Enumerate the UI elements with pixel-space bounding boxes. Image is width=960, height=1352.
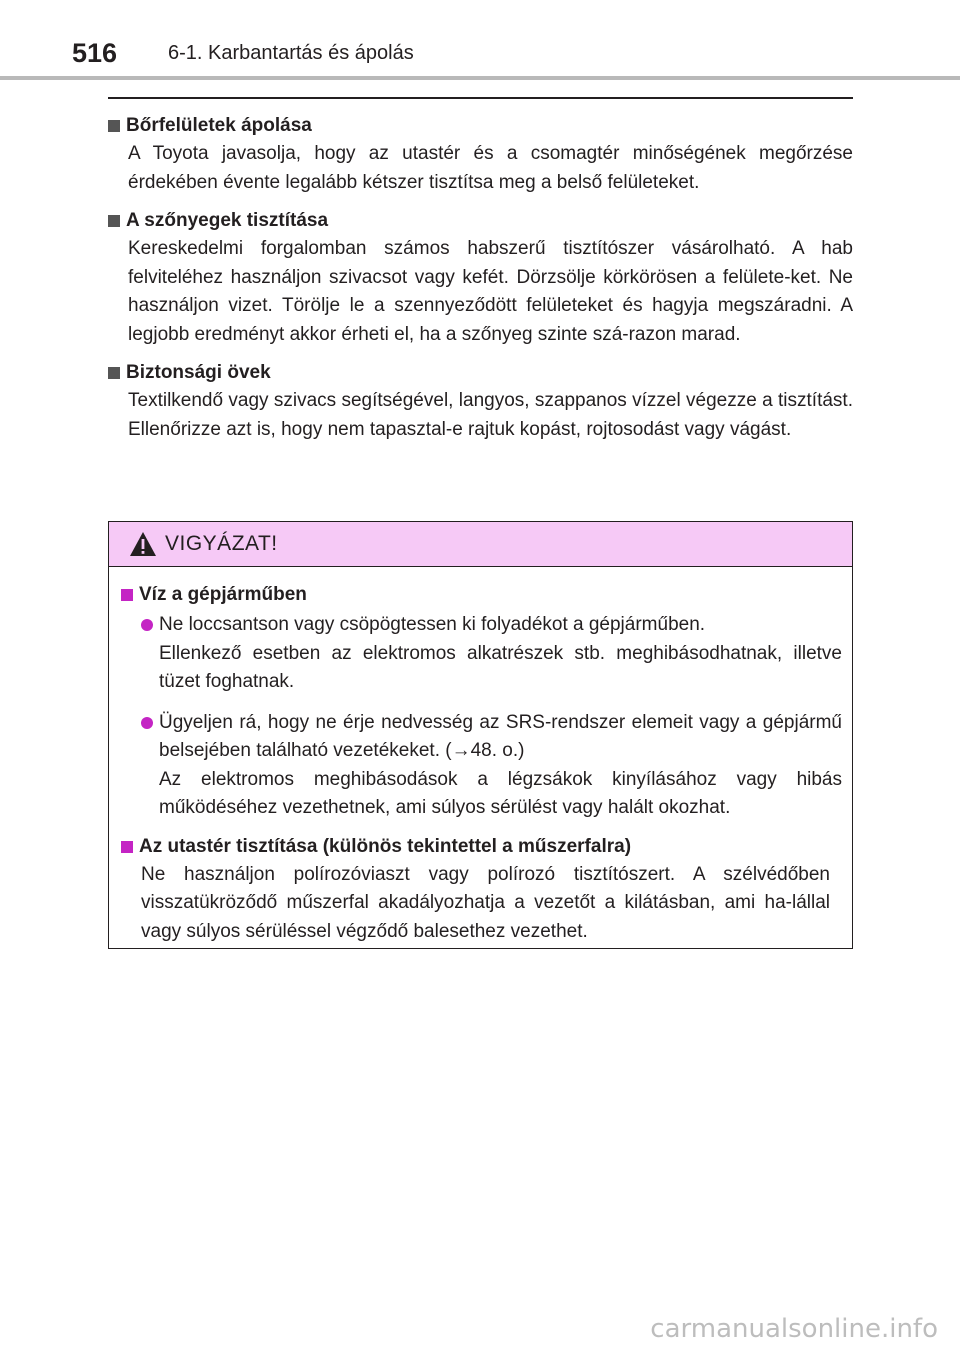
- watermark: carmanualsonline.info: [650, 1314, 938, 1344]
- bullet-line: Ellenkező esetben az elektromos alkatrészek stb. meghibásodhatnak, illetve tüzet foghatnak.: [159, 642, 842, 692]
- bullet-line: Az elektromos meghibásodások a légzsákok kinyílásához vagy hibás működéséhez vezethetnek, ami súlyos sérülést vagy halált okozhat.: [159, 768, 842, 818]
- warning-section-heading: [121, 833, 842, 861]
- section-heading-text: Bőrfelületek ápolása: [126, 115, 312, 136]
- warning-header: [109, 522, 852, 567]
- bullet-line: Ügyeljen rá, hogy ne érje nedvesség az SRS-rendszer elemeit vagy a gépjármű belsejében található vezetékeket. (→48. o.): [159, 711, 842, 761]
- square-bullet-icon: [121, 841, 133, 853]
- content-top-rule: [108, 97, 853, 99]
- warning-section-heading: [121, 581, 842, 609]
- warning-triangle-icon: [129, 531, 157, 557]
- section-title: 6-1. Karbantartás és ápolás: [168, 42, 414, 64]
- section-body: A Toyota javasolja, hogy az utastér és a csomagtér minőségének megőrzése érdekében évente legalább kétszer tisztítsa meg a belső felületeket.: [128, 143, 853, 193]
- section-heading-text: Biztonsági övek: [126, 362, 271, 383]
- warning-section-body: Ne használjon polírozóviaszt vagy polírozó tisztítószert. A szélvédőben visszatükröződő műszerfal akadályozhatja a vezetőt a kilátásban, ami ha-lállal vagy súlyos sérüléssel végződő balesethez vezethet.: [141, 863, 830, 942]
- square-bullet-icon: [108, 215, 120, 227]
- section-heading: [108, 359, 853, 387]
- warning-body: [109, 567, 852, 946]
- round-bullet-icon: [141, 717, 153, 729]
- section-heading: [108, 207, 853, 235]
- section-heading-text: A szőnyegek tisztítása: [126, 210, 329, 231]
- section-seatbelts: [108, 359, 853, 444]
- header-rule: [0, 76, 960, 80]
- warning-bullet: [141, 611, 842, 697]
- square-bullet-icon: [108, 120, 120, 132]
- warning-section-heading-text: Az utastér tisztítása (különös tekintettel a műszerfalra): [139, 835, 632, 857]
- square-bullet-icon: [121, 589, 133, 601]
- section-heading: [108, 112, 853, 140]
- section-body: Textilkendő vagy szivacs segítségével, langyos, szappanos vízzel végezze a tisztítást. Ellenőrizze azt is, hogy nem tapasztal-e rajtuk kopást, rojtosodást vagy vágást.: [128, 390, 853, 440]
- square-bullet-icon: [108, 367, 120, 379]
- page-number: 516: [72, 38, 118, 68]
- warning-section-heading-text: Víz a gépjárműben: [139, 584, 307, 605]
- warning-bullet: [141, 709, 842, 823]
- section-carpets: [108, 207, 853, 349]
- page-header: [0, 0, 960, 82]
- section-body: Kereskedelmi forgalomban számos habszerű tisztítószer vásárolható. A hab felviteléhez használjon szivacsot vagy kefét. Dörzsölje körkörösen a felülete-ket. Ne használjon vizet. Törölje le a szennyeződött felületeket és hagyja megszáradni. A legjobb eredményt akkor érheti el, ha a szőnyeg szinte szá-razon marad.: [128, 238, 853, 345]
- bullet-line: Ne loccsantson vagy csöpögtessen ki folyadékot a gépjárműben.: [159, 614, 706, 635]
- round-bullet-icon: [141, 619, 153, 631]
- main-content: [108, 112, 853, 454]
- warning-box: [108, 521, 853, 949]
- section-leather: [108, 112, 853, 197]
- warning-title: VIGYÁZAT!: [165, 532, 278, 555]
